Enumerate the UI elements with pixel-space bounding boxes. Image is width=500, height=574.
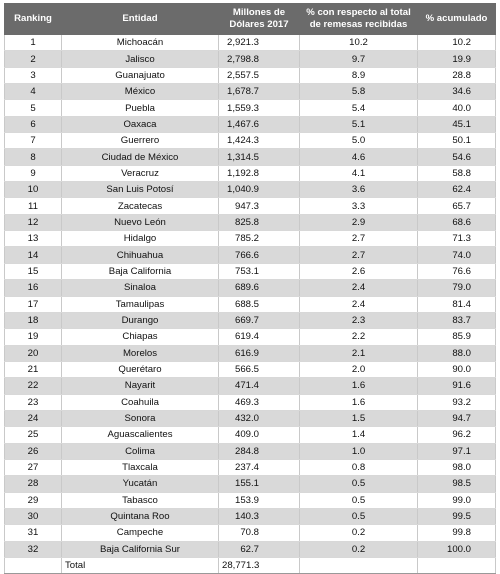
cell-acumulado: 45.1 — [418, 116, 496, 132]
cell-ranking: 28 — [5, 476, 62, 492]
cell-acumulado: 19.9 — [418, 51, 496, 67]
cell-entidad: San Luis Potosí — [62, 182, 219, 198]
table-row — [5, 312, 496, 328]
cell-millones: 785.2 — [219, 231, 300, 247]
cell-acumulado: 83.7 — [418, 312, 496, 328]
table-row — [5, 51, 496, 67]
table-row — [5, 410, 496, 426]
cell-entidad: Zacatecas — [62, 198, 219, 214]
total-spacer — [5, 558, 62, 574]
cell-entidad: Tlaxcala — [62, 459, 219, 475]
cell-millones: 140.3 — [219, 508, 300, 524]
cell-millones: 1,559.3 — [219, 100, 300, 116]
cell-acumulado: 96.2 — [418, 427, 496, 443]
cell-millones: 469.3 — [219, 394, 300, 410]
table-header-row — [5, 4, 496, 35]
cell-acumulado: 10.2 — [418, 35, 496, 51]
table-row — [5, 443, 496, 459]
cell-entidad: Ciudad de México — [62, 149, 219, 165]
cell-ranking: 27 — [5, 459, 62, 475]
cell-millones: 825.8 — [219, 214, 300, 230]
cell-millones: 689.6 — [219, 280, 300, 296]
cell-acumulado: 90.0 — [418, 361, 496, 377]
cell-acumulado: 79.0 — [418, 280, 496, 296]
cell-ranking: 6 — [5, 116, 62, 132]
cell-acumulado: 50.1 — [418, 133, 496, 149]
cell-millones: 155.1 — [219, 476, 300, 492]
cell-entidad: Aguascalientes — [62, 427, 219, 443]
cell-porcentaje: 3.6 — [300, 182, 418, 198]
cell-millones: 616.9 — [219, 345, 300, 361]
cell-acumulado: 62.4 — [418, 182, 496, 198]
cell-ranking: 19 — [5, 329, 62, 345]
cell-entidad: Chiapas — [62, 329, 219, 345]
cell-millones: 766.6 — [219, 247, 300, 263]
cell-entidad: Puebla — [62, 100, 219, 116]
cell-acumulado: 100.0 — [418, 541, 496, 557]
cell-millones: 2,798.8 — [219, 51, 300, 67]
cell-ranking: 14 — [5, 247, 62, 263]
cell-ranking: 16 — [5, 280, 62, 296]
cell-entidad: Campeche — [62, 525, 219, 541]
table-row — [5, 116, 496, 132]
cell-ranking: 32 — [5, 541, 62, 557]
cell-entidad: Hidalgo — [62, 231, 219, 247]
table-row — [5, 296, 496, 312]
cell-acumulado: 34.6 — [418, 84, 496, 100]
cell-ranking: 17 — [5, 296, 62, 312]
cell-porcentaje: 2.2 — [300, 329, 418, 345]
cell-acumulado: 81.4 — [418, 296, 496, 312]
cell-ranking: 10 — [5, 182, 62, 198]
cell-porcentaje: 1.6 — [300, 394, 418, 410]
cell-entidad: Tamaulipas — [62, 296, 219, 312]
cell-acumulado: 94.7 — [418, 410, 496, 426]
cell-porcentaje: 0.2 — [300, 541, 418, 557]
cell-acumulado: 68.6 — [418, 214, 496, 230]
cell-acumulado: 91.6 — [418, 378, 496, 394]
cell-ranking: 5 — [5, 100, 62, 116]
cell-entidad: Quintana Roo — [62, 508, 219, 524]
table-row — [5, 394, 496, 410]
cell-entidad: México — [62, 84, 219, 100]
cell-porcentaje: 1.5 — [300, 410, 418, 426]
cell-porcentaje: 2.1 — [300, 345, 418, 361]
cell-ranking: 23 — [5, 394, 62, 410]
cell-millones: 2,557.5 — [219, 67, 300, 83]
cell-millones: 1,678.7 — [219, 84, 300, 100]
cell-entidad: Yucatán — [62, 476, 219, 492]
table-row — [5, 427, 496, 443]
cell-ranking: 25 — [5, 427, 62, 443]
cell-millones: 237.4 — [219, 459, 300, 475]
cell-ranking: 31 — [5, 525, 62, 541]
cell-entidad: Morelos — [62, 345, 219, 361]
cell-ranking: 20 — [5, 345, 62, 361]
cell-millones: 619.4 — [219, 329, 300, 345]
cell-porcentaje: 0.5 — [300, 476, 418, 492]
cell-entidad: Sinaloa — [62, 280, 219, 296]
cell-porcentaje: 1.0 — [300, 443, 418, 459]
table-row — [5, 247, 496, 263]
cell-porcentaje: 5.0 — [300, 133, 418, 149]
table-row — [5, 492, 496, 508]
cell-ranking: 3 — [5, 67, 62, 83]
header-entidad: Entidad — [62, 4, 219, 35]
table-row — [5, 329, 496, 345]
cell-millones: 688.5 — [219, 296, 300, 312]
cell-acumulado: 74.0 — [418, 247, 496, 263]
cell-entidad: Durango — [62, 312, 219, 328]
table-row — [5, 378, 496, 394]
cell-ranking: 30 — [5, 508, 62, 524]
cell-millones: 471.4 — [219, 378, 300, 394]
cell-porcentaje: 2.6 — [300, 263, 418, 279]
cell-porcentaje: 2.4 — [300, 280, 418, 296]
cell-ranking: 9 — [5, 165, 62, 181]
table-row — [5, 182, 496, 198]
table-row — [5, 67, 496, 83]
table-row — [5, 198, 496, 214]
cell-millones: 1,314.5 — [219, 149, 300, 165]
cell-porcentaje: 1.4 — [300, 427, 418, 443]
cell-porcentaje: 0.5 — [300, 492, 418, 508]
cell-entidad: Colima — [62, 443, 219, 459]
cell-entidad: Chihuahua — [62, 247, 219, 263]
cell-ranking: 13 — [5, 231, 62, 247]
cell-millones: 753.1 — [219, 263, 300, 279]
cell-ranking: 7 — [5, 133, 62, 149]
total-row — [5, 558, 496, 574]
cell-porcentaje: 9.7 — [300, 51, 418, 67]
table-row — [5, 149, 496, 165]
cell-porcentaje: 8.9 — [300, 67, 418, 83]
cell-ranking: 21 — [5, 361, 62, 377]
cell-porcentaje: 5.4 — [300, 100, 418, 116]
table-body — [5, 35, 496, 574]
cell-millones: 1,192.8 — [219, 165, 300, 181]
cell-acumulado: 40.0 — [418, 100, 496, 116]
cell-porcentaje: 2.0 — [300, 361, 418, 377]
table-row — [5, 476, 496, 492]
cell-entidad: Tabasco — [62, 492, 219, 508]
cell-porcentaje: 1.6 — [300, 378, 418, 394]
cell-millones: 1,040.9 — [219, 182, 300, 198]
remittances-table-container — [4, 3, 495, 574]
cell-entidad: Jalisco — [62, 51, 219, 67]
cell-ranking: 18 — [5, 312, 62, 328]
cell-millones: 2,921.3 — [219, 35, 300, 51]
cell-entidad: Nuevo León — [62, 214, 219, 230]
cell-acumulado: 98.0 — [418, 459, 496, 475]
table-row — [5, 525, 496, 541]
cell-entidad: Nayarit — [62, 378, 219, 394]
cell-entidad: Veracruz — [62, 165, 219, 181]
total-value: 28,771.3 — [219, 558, 300, 574]
cell-ranking: 1 — [5, 35, 62, 51]
total-label: Total — [62, 558, 219, 574]
cell-entidad: Coahuila — [62, 394, 219, 410]
table-row — [5, 133, 496, 149]
table-row — [5, 263, 496, 279]
cell-porcentaje: 2.3 — [300, 312, 418, 328]
cell-acumulado: 93.2 — [418, 394, 496, 410]
header-millones: Millones de Dólares 2017 — [219, 4, 300, 35]
cell-millones: 284.8 — [219, 443, 300, 459]
cell-millones: 1,424.3 — [219, 133, 300, 149]
cell-acumulado: 99.8 — [418, 525, 496, 541]
cell-ranking: 22 — [5, 378, 62, 394]
cell-acumulado: 85.9 — [418, 329, 496, 345]
table-row — [5, 508, 496, 524]
remittances-table — [4, 3, 496, 574]
cell-entidad: Guerrero — [62, 133, 219, 149]
cell-porcentaje: 2.4 — [300, 296, 418, 312]
table-row — [5, 280, 496, 296]
cell-porcentaje: 2.7 — [300, 231, 418, 247]
cell-porcentaje: 2.9 — [300, 214, 418, 230]
table-row — [5, 361, 496, 377]
total-empty-acc — [418, 558, 496, 574]
cell-ranking: 26 — [5, 443, 62, 459]
cell-entidad: Sonora — [62, 410, 219, 426]
header-acumulado: % acumulado — [418, 4, 496, 35]
cell-acumulado: 99.5 — [418, 508, 496, 524]
cell-acumulado: 58.8 — [418, 165, 496, 181]
cell-acumulado: 76.6 — [418, 263, 496, 279]
cell-porcentaje: 4.1 — [300, 165, 418, 181]
cell-entidad: Guanajuato — [62, 67, 219, 83]
cell-millones: 409.0 — [219, 427, 300, 443]
cell-ranking: 4 — [5, 84, 62, 100]
cell-acumulado: 71.3 — [418, 231, 496, 247]
cell-millones: 62.7 — [219, 541, 300, 557]
cell-ranking: 24 — [5, 410, 62, 426]
table-row — [5, 459, 496, 475]
total-empty-pct — [300, 558, 418, 574]
table-row — [5, 345, 496, 361]
cell-acumulado: 65.7 — [418, 198, 496, 214]
table-row — [5, 165, 496, 181]
cell-acumulado: 88.0 — [418, 345, 496, 361]
table-row — [5, 84, 496, 100]
header-ranking: Ranking — [5, 4, 62, 35]
cell-porcentaje: 5.8 — [300, 84, 418, 100]
cell-entidad: Oaxaca — [62, 116, 219, 132]
cell-acumulado: 98.5 — [418, 476, 496, 492]
cell-millones: 1,467.6 — [219, 116, 300, 132]
cell-ranking: 15 — [5, 263, 62, 279]
cell-millones: 70.8 — [219, 525, 300, 541]
cell-entidad: Querétaro — [62, 361, 219, 377]
cell-porcentaje: 4.6 — [300, 149, 418, 165]
cell-ranking: 29 — [5, 492, 62, 508]
cell-porcentaje: 0.2 — [300, 525, 418, 541]
header-porcentaje: % con respecto al total de remesas recibidas — [300, 4, 418, 35]
cell-entidad: Baja California — [62, 263, 219, 279]
cell-acumulado: 28.8 — [418, 67, 496, 83]
cell-ranking: 2 — [5, 51, 62, 67]
cell-millones: 432.0 — [219, 410, 300, 426]
table-row — [5, 214, 496, 230]
cell-porcentaje: 10.2 — [300, 35, 418, 51]
cell-millones: 669.7 — [219, 312, 300, 328]
table-row — [5, 35, 496, 51]
cell-millones: 153.9 — [219, 492, 300, 508]
cell-ranking: 11 — [5, 198, 62, 214]
cell-ranking: 12 — [5, 214, 62, 230]
cell-millones: 566.5 — [219, 361, 300, 377]
cell-porcentaje: 3.3 — [300, 198, 418, 214]
cell-acumulado: 97.1 — [418, 443, 496, 459]
cell-porcentaje: 0.8 — [300, 459, 418, 475]
table-row — [5, 100, 496, 116]
cell-millones: 947.3 — [219, 198, 300, 214]
cell-acumulado: 54.6 — [418, 149, 496, 165]
cell-porcentaje: 0.5 — [300, 508, 418, 524]
cell-acumulado: 99.0 — [418, 492, 496, 508]
cell-porcentaje: 2.7 — [300, 247, 418, 263]
cell-porcentaje: 5.1 — [300, 116, 418, 132]
cell-ranking: 8 — [5, 149, 62, 165]
table-row — [5, 231, 496, 247]
cell-entidad: Michoacán — [62, 35, 219, 51]
cell-entidad: Baja California Sur — [62, 541, 219, 557]
